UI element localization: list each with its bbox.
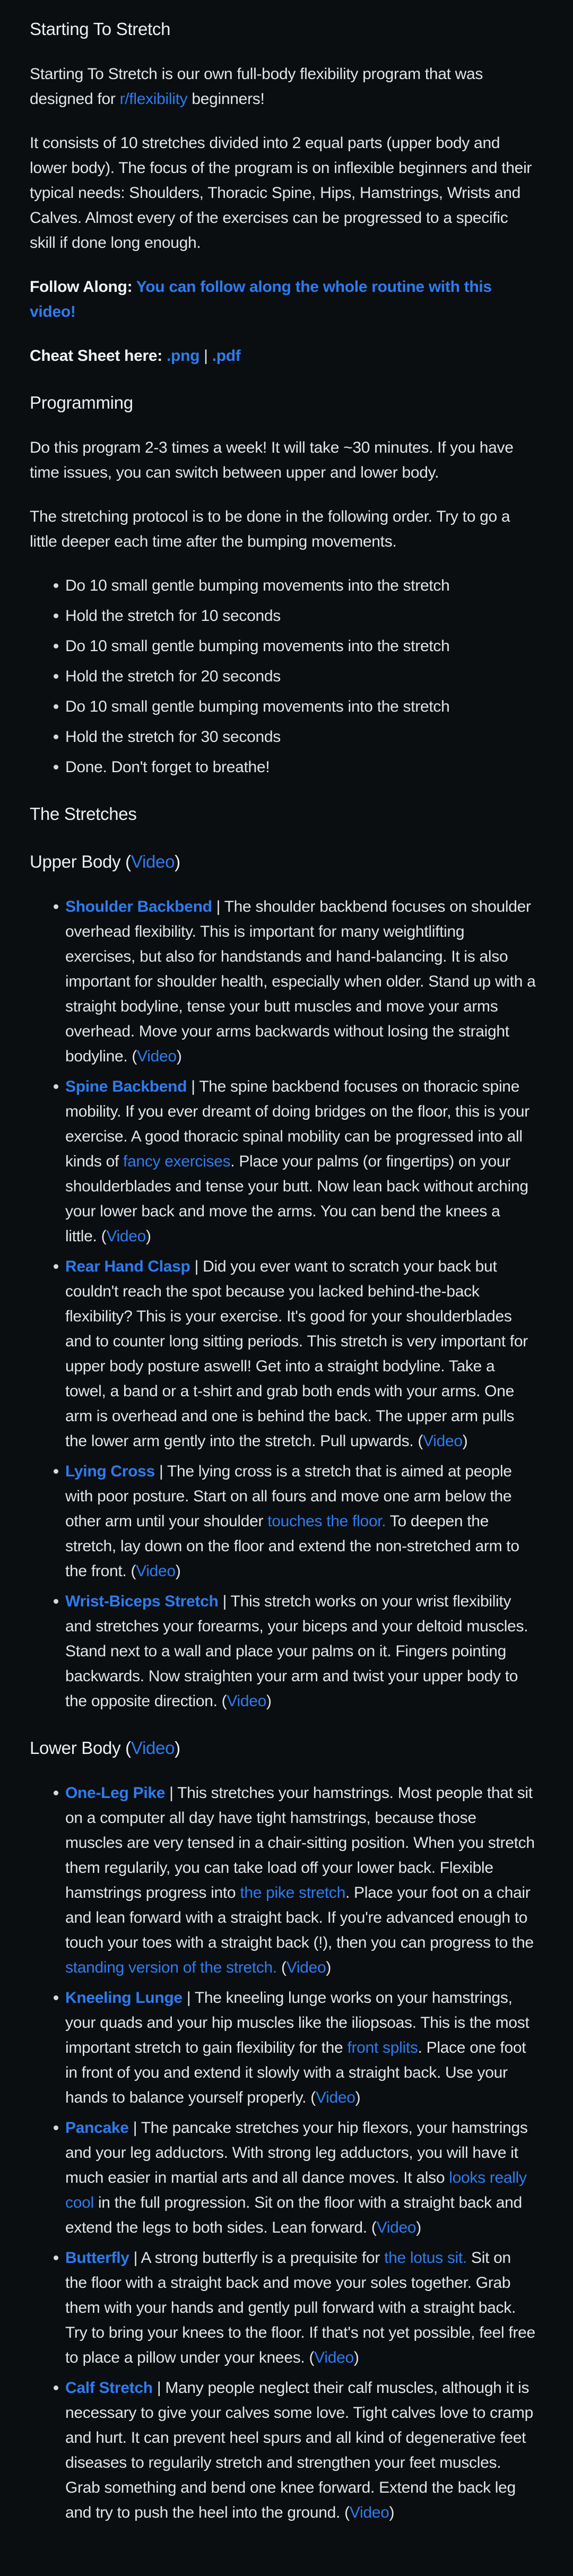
follow-along-paragraph (30, 274, 536, 324)
text-segment: . Place your foot on a chair and lean forward with a straight back. If you're advanced enough to touch your toes with a straight back (!), then you can progress to the (65, 1884, 534, 1951)
spine-backbend-link[interactable]: Spine Backbend (65, 1078, 187, 1095)
post-title (30, 16, 536, 42)
upper-body-video-link[interactable]: Video (131, 852, 175, 871)
protocol-steps-list (30, 573, 536, 780)
shoulder-backbend-link[interactable]: Shoulder Backbend (65, 898, 212, 915)
section-heading-programming (30, 390, 536, 416)
flexibility-subreddit-link[interactable]: r/flexibility (119, 90, 188, 108)
protocol-step (30, 755, 536, 780)
lower-body-video-link[interactable]: Video (131, 1738, 175, 1758)
text-segment: ) (175, 852, 180, 871)
upper-body-stretches-list (30, 894, 536, 1714)
lying-cross-link[interactable]: Lying Cross (65, 1463, 155, 1480)
lower-body-stretches-list (30, 1780, 536, 2525)
section-heading-lower-body (30, 1735, 536, 1761)
text-segment: | A strong butterfly is a prequisite for (129, 2249, 385, 2267)
text-segment: | The shoulder backbend focuses on shoulder overhead flexibility. This is important for many weightlifting exercises, but also for handstands and hand-balancing. It is also important for shoulder health, especially when older. Stand up with a straight bodyline, tense your butt muscles and move your arms overhead. Move your arms backwards without losing the straight bodyline. ( (65, 898, 536, 1065)
text-segment: ) (266, 1692, 272, 1710)
text-segment: | Many people neglect their calf muscles, although it is necessary to give your calves some love. Tight calves love to cramp and hurt. It can prevent heel spurs and all kind of degenerative feet diseases to regularily stretch and strengthen your feet muscles. Grab something and bend one knee forward. Extend the back leg and try to push the heel into the ground. ( (65, 2379, 533, 2521)
cheat-sheet-label: Cheat Sheet here: (30, 347, 167, 365)
stretch-item-pancake (30, 2115, 536, 2240)
video-link[interactable]: Video (314, 2349, 354, 2366)
text-segment: | The pancake stretches your hip flexors, your hamstrings and your leg adductors. With strong leg adductors, you will have it much easier in martial arts and all dance moves. It also (65, 2119, 528, 2186)
text-segment: ) (176, 1048, 182, 1065)
section-heading-the-stretches (30, 801, 536, 827)
text-segment: Do 10 small gentle bumping movements into the stretch (65, 698, 450, 715)
frequency-paragraph (30, 435, 536, 485)
text-segment: Programming (30, 393, 133, 412)
text-segment: . Place one foot in front of you and extend it slowly with a straight back. Use your hands to balance yourself properly. ( (65, 2039, 526, 2106)
text-segment: ) (389, 2504, 395, 2521)
text-segment: Done. Don't forget to breathe! (65, 758, 270, 776)
protocol-step (30, 694, 536, 719)
stretch-item-wrist-biceps-stretch (30, 1589, 536, 1714)
text-segment: beginners! (187, 90, 265, 108)
protocol-step (30, 603, 536, 628)
stretch-item-spine-backbend (30, 1074, 536, 1249)
text-segment: ) (326, 1959, 332, 1976)
butterfly-link[interactable]: Butterfly (65, 2249, 129, 2267)
text-segment: Upper Body ( (30, 852, 131, 871)
stretch-item-calf-stretch (30, 2375, 536, 2525)
video-link[interactable]: Video (286, 1959, 326, 1976)
stretch-item-butterfly (30, 2245, 536, 2370)
text-segment: The Stretches (30, 804, 137, 824)
text-segment: ) (353, 2349, 359, 2366)
text-segment: Sit on the floor with a straight back and move your soles together. Grab them with your hands and gently pull forward with a straight back. Try to bring your knees to the floor. If that's not yet possible, feel free to place a pillow under your knees. ( (65, 2249, 535, 2366)
text-segment: | The lying cross is a stretch that is aimed at people with poor posture. Start on all fours and move one arm below the other arm until your shoulder (65, 1463, 512, 1530)
text-segment: Do 10 small gentle bumping movements into the stretch (65, 577, 450, 594)
cheat-sheet-paragraph (30, 343, 536, 368)
section-heading-upper-body (30, 849, 536, 875)
protocol-step (30, 664, 536, 689)
text-segment: | This stretches your hamstrings. Most people that sit on a computer all day have tight hamstrings, because those muscles are very tensed in a chair-sitting position. When you stretch them regularily, you can take load off your lower back. Flexible hamstrings progress into (65, 1784, 535, 1901)
follow-along-video-link[interactable]: You can follow along the whole routine with this video! (30, 278, 492, 321)
standing-version-link[interactable]: standing version of the stretch. (65, 1959, 277, 1976)
cheatsheet-png-link[interactable]: .png (167, 347, 200, 365)
text-segment: | (199, 347, 212, 365)
rear-hand-clasp-link[interactable]: Rear Hand Clasp (65, 1258, 190, 1275)
fancy-exercises-link[interactable]: fancy exercises (123, 1153, 231, 1170)
calf-stretch-link[interactable]: Calf Stretch (65, 2379, 153, 2397)
text-segment: ) (175, 1562, 181, 1580)
text-segment: ) (355, 2089, 361, 2106)
text-segment: Hold the stretch for 20 seconds (65, 668, 281, 685)
text-segment: Starting To Stretch (30, 19, 171, 39)
stretch-item-rear-hand-clasp (30, 1254, 536, 1454)
lotus-sit-link[interactable]: the lotus sit. (384, 2249, 467, 2267)
video-link[interactable]: Video (423, 1432, 463, 1450)
text-segment: The stretching protocol is to be done in the following order. Try to go a little deeper each time after the bumping movements. (30, 508, 510, 550)
looks-really-cool-link[interactable]: looks really cool (65, 2169, 527, 2211)
video-link[interactable]: Video (349, 2504, 389, 2521)
text-segment: ( (276, 1959, 286, 1976)
text-segment: Lower Body ( (30, 1738, 131, 1758)
pike-stretch-link[interactable]: the pike stretch (240, 1884, 345, 1901)
post-content (30, 16, 536, 2525)
text-segment: ) (462, 1432, 468, 1450)
video-link[interactable]: Video (315, 2089, 355, 2106)
touches-the-floor-link[interactable]: touches the floor. (267, 1512, 386, 1530)
video-link[interactable]: Video (137, 1048, 177, 1065)
follow-along-label: Follow Along: (30, 278, 136, 296)
text-segment: | This stretch works on your wrist flexibility and stretches your forearms, your biceps and your deltoid muscles. Stand next to a wall and place your palms on it. Fingers pointing backwards. Now straighten your arm and twist your upper body to the opposite direction. ( (65, 1593, 528, 1710)
stretch-item-one-leg-pike (30, 1780, 536, 1980)
text-segment: . Place your palms (or fingertips) on your shoulderblades and tense your butt. Now lean back without arching your lower back and move the arms. You can bend the knees a little. ( (65, 1153, 528, 1245)
text-segment: ) (416, 2219, 421, 2236)
front-splits-link[interactable]: front splits (347, 2039, 418, 2056)
text-segment: | Did you ever want to scratch your back but couldn't reach the spot because you lacked behind-the-back flexibility? This is your exercise. It's good for your shoulderblades and to counter long sitting periods. This stretch is very important for upper body posture aswell! Get into a straight bodyline. Take a towel, a band or a t-shirt and grab both ends with your arms. One arm is overhead and one is behind the back. The upper arm pulls the lower arm gently into the stretch. Pull upwards. ( (65, 1258, 528, 1450)
stretch-item-kneeling-lunge (30, 1985, 536, 2110)
overview-paragraph (30, 131, 536, 255)
text-segment: ) (146, 1228, 151, 1245)
protocol-step (30, 573, 536, 598)
text-segment: Hold the stretch for 10 seconds (65, 607, 281, 625)
pancake-link[interactable]: Pancake (65, 2119, 129, 2137)
text-segment: Hold the stretch for 30 seconds (65, 728, 281, 746)
intro-paragraph (30, 62, 536, 111)
video-link[interactable]: Video (227, 1692, 267, 1710)
stretch-item-lying-cross (30, 1459, 536, 1584)
video-link[interactable]: Video (136, 1562, 176, 1580)
protocol-step (30, 634, 536, 659)
cheatsheet-pdf-link[interactable]: .pdf (212, 347, 241, 365)
text-segment: | The kneeling lunge works on your hamstrings, your quads and your hip muscles like the iliopsoas. This is the most important stretch to gain flexibility for the (65, 1989, 529, 2056)
text-segment: | The spine backbend focuses on thoracic spine mobility. If you ever dreamt of doing bridges on the floor, this is your exercise. A good thoracic spinal mobility can be progressed into all kinds of (65, 1078, 529, 1170)
wrist-biceps-stretch-link[interactable]: Wrist-Biceps Stretch (65, 1593, 219, 1610)
video-link[interactable]: Video (106, 1228, 146, 1245)
one-leg-pike-link[interactable]: One-Leg Pike (65, 1784, 166, 1802)
text-segment: To deepen the stretch, lay down on the floor and extend the non-stretched arm to the front. ( (65, 1512, 519, 1580)
text-segment: Do 10 small gentle bumping movements into the stretch (65, 637, 450, 655)
text-segment: It consists of 10 stretches divided into 2 equal parts (upper body and lower body). The focus of the program is on inflexible beginners and their typical needs: Shoulders, Thoracic Spine, Hips, Hamstrings, Wrists and Calves. Almost every of the exercises can be progressed to a specific skill if done long enough. (30, 134, 532, 252)
text-segment: Starting To Stretch is our own full-body flexibility program that was designed for (30, 65, 483, 108)
kneeling-lunge-link[interactable]: Kneeling Lunge (65, 1989, 183, 2007)
text-segment: ) (175, 1738, 180, 1758)
protocol-step (30, 724, 536, 749)
text-segment: in the full progression. Sit on the floor with a straight back and extend the legs to both sides. Lean forward. ( (65, 2194, 522, 2236)
stretch-item-shoulder-backbend (30, 894, 536, 1069)
protocol-paragraph (30, 504, 536, 554)
text-segment: Do this program 2-3 times a week! It will take ~30 minutes. If you have time issues, you can switch between upper and lower body. (30, 439, 514, 481)
video-link[interactable]: Video (376, 2219, 416, 2236)
